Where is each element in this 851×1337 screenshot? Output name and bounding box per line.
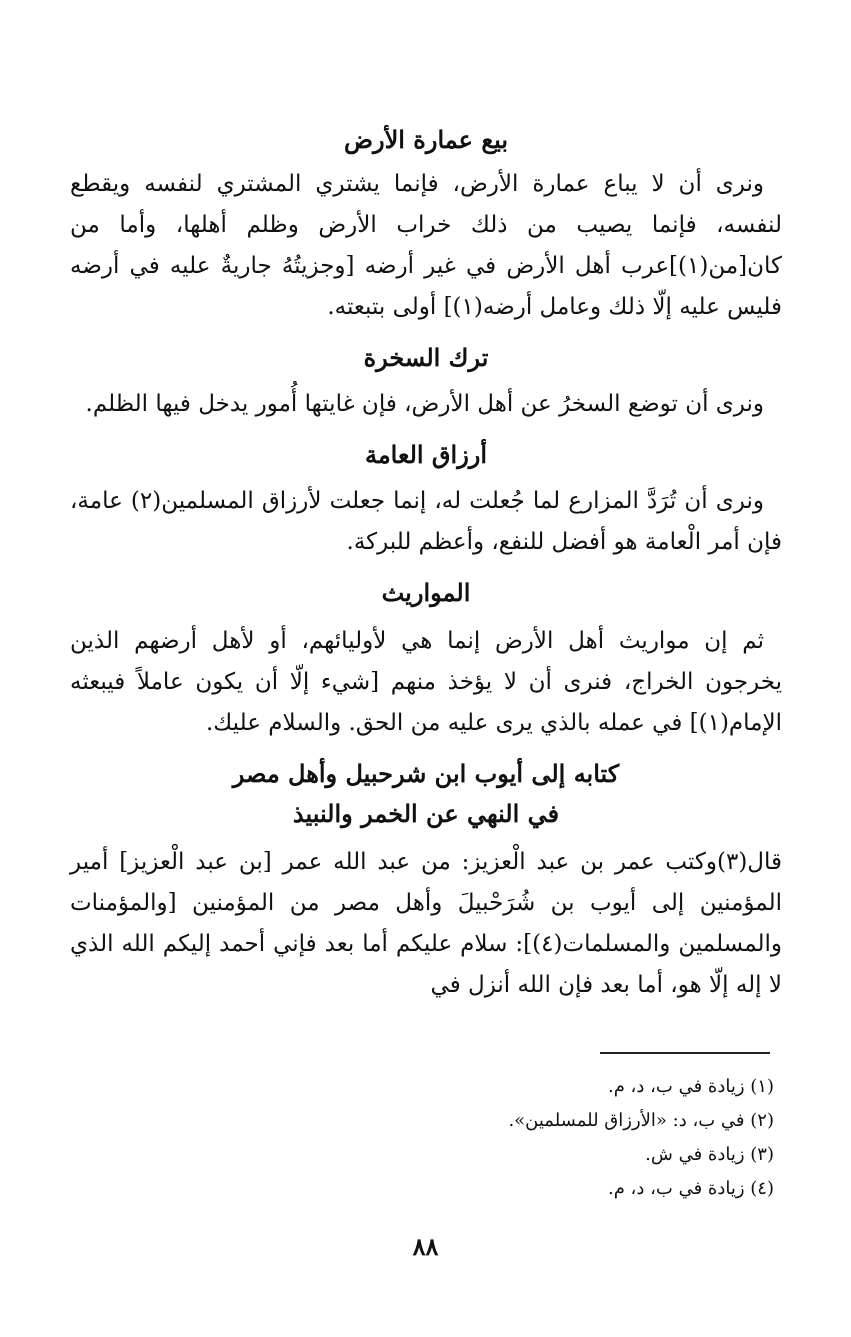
paragraph-sale-of-land: ونرى أن لا يباع عمارة الأرض، فإنما يشتري المشتري لنفسه ويقطع لنفسه، فإنما يصيب من ذلك خراب الأرض وظلم أهلها، وأما من كان[من(١)]عرب أهل الأرض في غير أرضه [وجزيتُهُ جاريةٌ عليه في أرضه فليس عليه إلّا ذلك وعامل أرضه(١)] أولى بتبعته. xyxy=(70,171,782,320)
section-heading-letter-line-1: كتابه إلى أيوب ابن شرحبيل وأهل مصر xyxy=(232,759,620,788)
section-heading-letter-line-2: في النهي عن الخمر والنبيذ xyxy=(292,799,560,828)
page-number: ٨٨ xyxy=(412,1232,439,1261)
section-heading-sale-of-land: بيع عمارة الأرض xyxy=(343,125,509,154)
page-body xyxy=(70,110,782,1016)
footnote-divider xyxy=(600,1052,770,1054)
section-heading-inheritance: المواريث xyxy=(381,578,471,607)
footnote-3: (٣) زيادة في ش. xyxy=(645,1144,774,1165)
paragraph-forced-labor: ونرى أن توضع السخرُ عن أهل الأرض، فإن غايتها أُمور يدخل فيها الظلم. xyxy=(85,391,764,417)
footnote-1: (١) زيادة في ب، د، م. xyxy=(607,1076,774,1097)
paragraph-inheritance: ثم إن مواريث أهل الأرض إنما هي لأوليائهم، أو لأهل أرضهم الذين يخرجون الخراج، فنرى أن لا يؤخذ منهم [شيء إلّا أن يكون عاملاً فيبعثه الإمام(١)] في عمله بالذي يرى عليه من الحق. والسلام عليك. xyxy=(70,628,782,736)
footnote-2: (٢) في ب، د: «الأرزاق للمسلمين». xyxy=(508,1110,774,1131)
paragraph-letter: قال(٣)وكتب عمر بن عبد الْعزيز: من عبد الله عمر [بن عبد الْعزيز] أمير المؤمنين إلى أيوب بن شُرَحْبيلَ وأهل مصر من المؤمنين [والمؤمنات والمسلمين والمسلمات(٤)]: سلام عليكم أما بعد فإني أحمد إليكم الله الذي لا إله إلّا هو، أما بعد فإن الله أنزل في xyxy=(70,849,782,998)
footnotes xyxy=(70,1070,782,1206)
footnote-4: (٤) زيادة في ب، د، م. xyxy=(607,1178,774,1199)
section-heading-forced-labor: ترك السخرة xyxy=(363,343,489,372)
section-heading-public-provisions: أرزاق العامة xyxy=(364,440,488,469)
paragraph-public-provisions: ونرى أن تُرَدَّ المزارع لما جُعلت له، إنما جعلت لأرزاق المسلمين(٢) عامة، فإن أمر الْعامة هو أفضل للنفع، وأعظم للبركة. xyxy=(70,488,782,555)
